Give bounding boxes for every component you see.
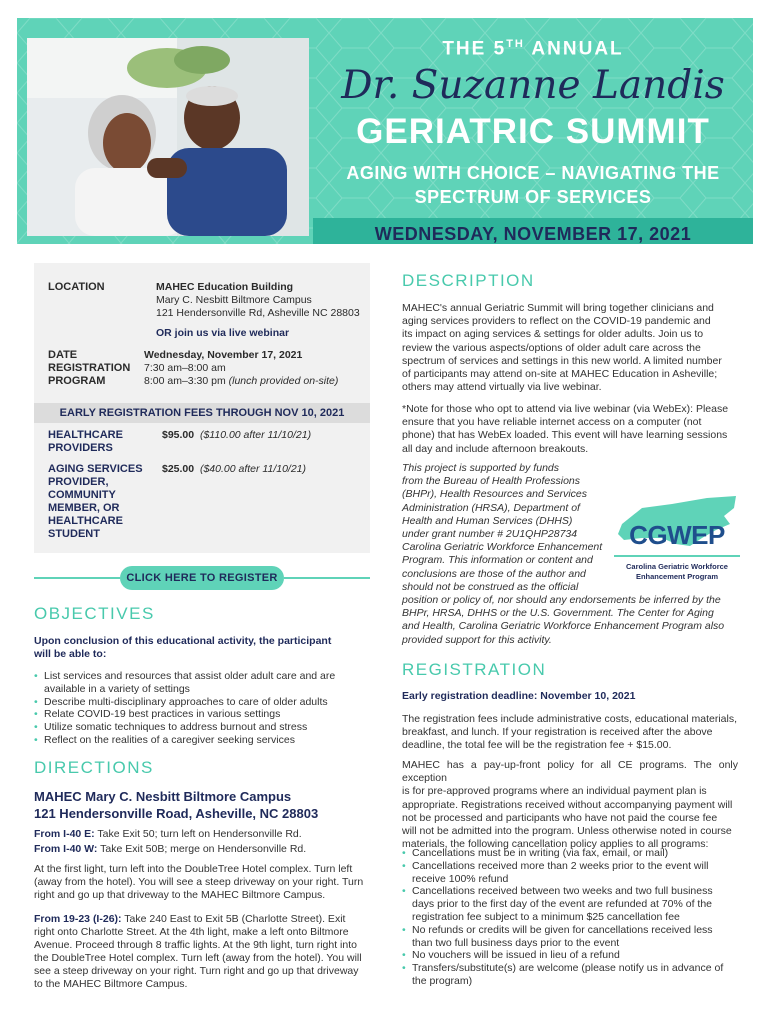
fee1-value	[162, 429, 362, 442]
description-heading: DESCRIPTION	[402, 271, 535, 290]
register-divider-right	[284, 577, 370, 579]
fee2-value	[162, 463, 362, 476]
list-item: than two full business days prior to the event	[412, 936, 620, 949]
list-item: • Transfers/substitute(s) are welcome (please notify us in advance of	[402, 962, 738, 975]
list-item: • Relate COVID-19 best practices in various settings	[34, 708, 370, 721]
list-item: • Utilize somatic techniques to address burnout and stress	[34, 721, 370, 734]
list-item: the program)	[412, 974, 473, 987]
fee2-price: $25.00	[162, 463, 195, 475]
list-item: • Cancellations received between two weeks and two full business	[402, 885, 738, 898]
honoree-name: Dr. Suzanne Landis	[341, 63, 725, 108]
directions-place: MAHEC Mary C. Nesbitt Biltmore Campus 121 Hendersonville Road, Asheville, NC 28803	[34, 789, 319, 821]
register-button[interactable]: CLICK HERE TO REGISTER	[120, 566, 284, 590]
list-item: available in a variety of settings	[44, 682, 190, 695]
cgwep-logo-subtitle: Carolina Geriatric Workforce Enhancement Program	[626, 562, 728, 581]
list-item: • Cancellations must be in writing (via fax, email, or mail)	[402, 847, 738, 860]
description-paragraph: MAHEC's annual Geriatric Summit will bring together clinicians and aging services providers to reflect on the COVID-19 pandemic and its impact on aging services & settings for older adults. Join us to review the various aspects/options of older adult care across the spectrum of services and settings in this new world. A limited number of participants may attend on-site at MAHEC Education in Asheville; others may attend virtually via live webinar.	[402, 302, 722, 394]
directions-from-i40w: From I-40 W: Take Exit 50B; merge on Hendersonville Rd.	[34, 843, 307, 855]
location-value	[156, 281, 376, 320]
fee2-late: ($40.00 after 11/10/21)	[199, 463, 307, 475]
list-item: • No vouchers will be issued in lieu of a refund	[402, 949, 738, 962]
list-item: days prior to the first day of the event are refunded at 70% of the	[412, 898, 713, 911]
fee1-late: ($110.00 after 11/10/21)	[199, 429, 312, 441]
location-label: LOCATION	[48, 281, 105, 293]
program-time: 8:00 am–3:30 pm (lunch provided on-site)	[144, 375, 339, 387]
fee1-label: HEALTHCARE PROVIDERS	[48, 429, 123, 454]
payment-policy-paragraph: MAHEC has a pay-up-front policy for all CE programs. The only exception is for pre-approved programs where an individual payment plan is appropriate. Registrations received without accompanying payment will not be processed and participants who have not paid the course fee will not be admitted into the program. Unless otherwise noted in course materials, the following cancellation policy applies to all programs:	[402, 759, 738, 851]
objectives-list	[34, 670, 370, 747]
date-label: DATE	[48, 349, 78, 361]
location-row	[48, 281, 105, 294]
objectives-heading: OBJECTIVES	[34, 604, 155, 623]
location-address: 121 Hendersonville Rd, Asheville NC 28803	[156, 307, 360, 319]
cancellation-policy-list	[402, 847, 738, 988]
directions-heading: DIRECTIONS	[34, 758, 154, 777]
subtitle-line-1: AGING WITH CHOICE – NAVIGATING THE	[346, 163, 720, 183]
cgwep-logo-divider	[614, 555, 740, 557]
fees-heading: EARLY REGISTRATION FEES THROUGH NOV 10, 2021	[34, 403, 370, 423]
event-info-box	[34, 263, 370, 553]
list-item: • Reflect on the realities of a caregiver seeking services	[34, 734, 370, 747]
fee2-label: AGING SERVICES PROVIDER, COMMUNITY MEMBER, OR HEALTHCARE STUDENT	[48, 463, 143, 540]
program-label: PROGRAM	[48, 375, 106, 387]
registration-label: REGISTRATION	[48, 362, 131, 374]
registration-heading: REGISTRATION	[402, 660, 547, 679]
subtitle-line-2: SPECTRUM OF SERVICES	[414, 187, 652, 207]
summit-title: GERIATRIC SUMMIT	[356, 112, 710, 151]
banner-text	[313, 18, 753, 244]
registration-deadline: Early registration deadline: November 10, 2021	[402, 690, 636, 702]
list-item: registration fee subject to a minimum $25 cancellation fee	[412, 910, 680, 923]
event-banner	[17, 18, 753, 244]
registration-time: 7:30 am–8:00 am	[144, 362, 226, 374]
objectives-intro: Upon conclusion of this educational activity, the participant will be able to:	[34, 635, 332, 661]
webinar-note: *Note for those who opt to attend via live webinar (via WebEx): Please ensure that you have reliable internet access on a computer (not phone) that has WebEx loaded. This event will have learning sessions all day and include afternoon breakouts.	[402, 403, 729, 455]
list-item: • Describe multi-disciplinary approaches to care of older adults	[34, 696, 370, 709]
fee1-price: $95.00	[162, 429, 195, 441]
location-campus: Mary C. Nesbitt Biltmore Campus	[156, 294, 312, 306]
directions-from-1923: From 19-23 (I-26): Take 240 East to Exit 5B (Charlotte Street). Exit right onto Charlotte Street. At the 4th light, make a left onto Biltmore Avenue. Proceed through 8 traffic lights. At the 9th light, turn right into the DoubleTree Hotel complex. Turn left (away from the hotel). You will see a steep driveway on your right. Turn right and go up that driveway to the MAHEC Biltmore Campus.	[34, 913, 362, 990]
annual-label: THE 5TH ANNUAL	[442, 38, 624, 60]
webinar-option: OR join us via live webinar	[156, 327, 290, 339]
event-date: WEDNESDAY, NOVEMBER 17, 2021	[374, 224, 692, 244]
directions-from-i40e: From I-40 E: Take Exit 50; turn left on Hendersonville Rd.	[34, 828, 302, 840]
couple-dancing-photo	[27, 38, 309, 236]
date-value: Wednesday, November 17, 2021	[144, 349, 303, 361]
list-item: • No refunds or credits will be given for cancellations received less	[402, 924, 738, 937]
list-item: • List services and resources that assist older adult care and are	[34, 670, 370, 683]
schedule-values	[144, 349, 364, 388]
schedule-labels	[48, 349, 130, 388]
list-item: • Cancellations received more than 2 weeks prior to the event will	[402, 860, 738, 873]
list-item: receive 100% refund	[412, 872, 509, 885]
registration-fees-paragraph: The registration fees include administrative costs, educational materials, breakfast, and lunch. If your registration is received after the above deadline, the total fee will be the registration fee + $15.00.	[402, 713, 737, 752]
directions-first-light: At the first light, turn left into the DoubleTree Hotel complex. Turn left (away from the hotel). You will see a steep driveway on your right. Turn right and go up that driveway to the MAHEC Biltmore Campus.	[34, 863, 364, 901]
location-name: MAHEC Education Building	[156, 281, 294, 293]
funding-statement: This project is supported by funds from the Bureau of Health Professions (BHPr), Health Resources and Services Administration (HRSA), Department of Health and Human Services (DHHS) under grant number # 2U1QHP28734 Carolina Geriatric Workforce Enhancement Program. This information or content and conclusions are those of the author and should not be construed as the official position or policy of, nor should any endorsements be inferred by the BHPr, HRSA, DHHS or the U.S. Government. The Center for Aging and Health, Carolina Geriatric Workforce Enhancement Program also provided support for this activity.	[402, 462, 725, 646]
cgwep-logo-text: CGWEP	[629, 520, 725, 550]
register-divider-left	[34, 577, 120, 579]
